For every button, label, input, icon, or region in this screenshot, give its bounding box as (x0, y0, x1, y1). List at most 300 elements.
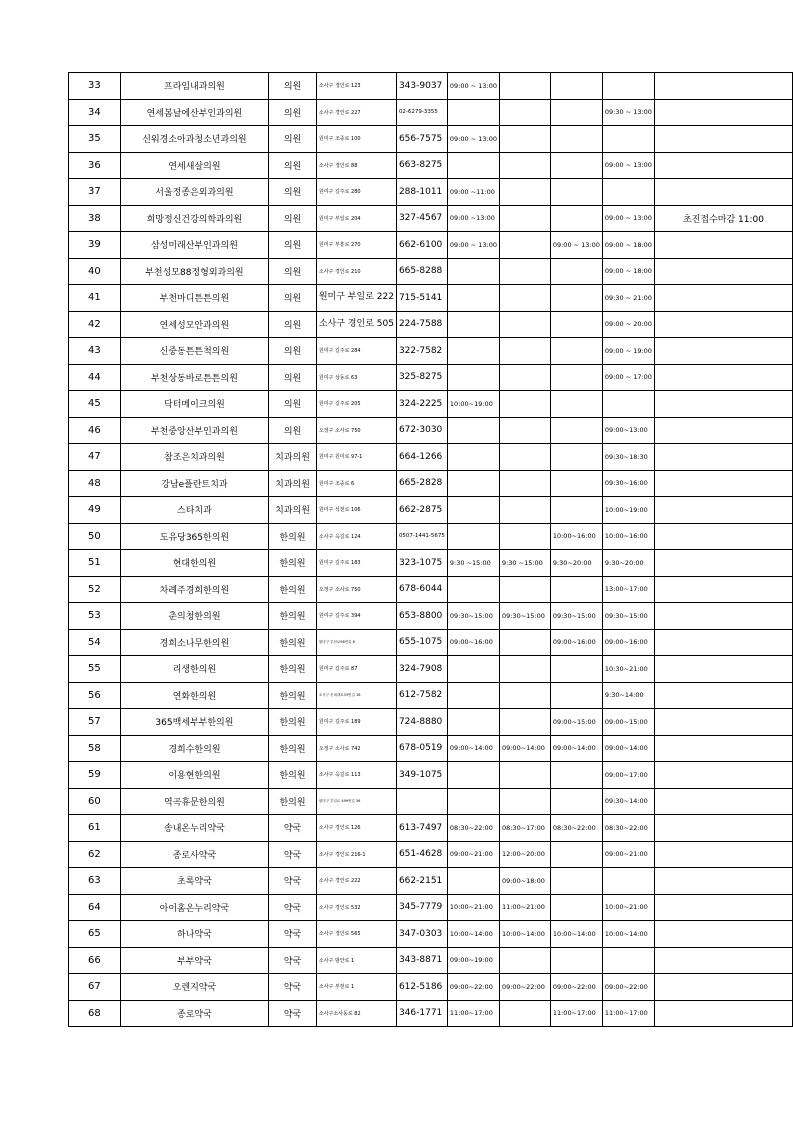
address-cell: 원미구 조종로 6 (316, 470, 396, 497)
facility-type-cell: 약국 (269, 868, 317, 895)
hours-day-4-cell: 09:00 ~ 20:00 (602, 311, 654, 338)
phone-number-cell: 664-1266 (396, 444, 447, 471)
hours-day-3-cell (550, 364, 602, 391)
note-cell (654, 258, 792, 285)
hours-day-4-cell: 09:30~14:00 (602, 788, 654, 815)
facility-name-cell: 부천성모88정형외과의원 (120, 258, 268, 285)
facility-name-cell: 하나약국 (120, 921, 268, 948)
hours-day-1-cell (447, 364, 499, 391)
row-number-cell: 49 (69, 497, 121, 524)
row-number-cell: 62 (69, 841, 121, 868)
hours-day-3-cell (550, 497, 602, 524)
note-cell (654, 974, 792, 1001)
note-cell (654, 391, 792, 418)
facility-type-cell: 한의원 (269, 682, 317, 709)
note-cell (654, 417, 792, 444)
facility-name-cell: 오렌지약국 (120, 974, 268, 1001)
facility-name-cell: 부천상동바로튼튼의원 (120, 364, 268, 391)
phone-number-cell: 343-9037 (396, 73, 447, 100)
facility-type-cell: 의원 (269, 152, 317, 179)
table-row (69, 894, 793, 921)
facility-name-cell: 서울정종은외과의원 (120, 179, 268, 206)
hours-day-3-cell: 09:00~15:00 (550, 709, 602, 736)
row-number-cell: 42 (69, 311, 121, 338)
phone-number-cell: 678-6044 (396, 576, 447, 603)
facility-name-cell: 차례주경희한의원 (120, 576, 268, 603)
hours-day-3-cell (550, 311, 602, 338)
hours-day-2-cell (499, 285, 550, 312)
phone-number-cell: 612-5186 (396, 974, 447, 1001)
table-body (69, 73, 793, 1027)
phone-number-cell: 324-2225 (396, 391, 447, 418)
address-cell: 원미구 길주로 183 (316, 550, 396, 577)
table-row (69, 258, 793, 285)
table-row (69, 99, 793, 126)
note-cell (654, 629, 792, 656)
table-row (69, 550, 793, 577)
hours-day-4-cell: 09:00~16:00 (602, 629, 654, 656)
hours-day-1-cell: 09:00 ~ 13:00 (447, 73, 499, 100)
note-cell (654, 576, 792, 603)
facility-type-cell: 약국 (269, 894, 317, 921)
phone-number-cell: 662-2151 (396, 868, 447, 895)
facility-type-cell: 한의원 (269, 603, 317, 630)
table-row (69, 391, 793, 418)
hours-day-4-cell: 09:30~16:00 (602, 470, 654, 497)
hours-day-2-cell (499, 338, 550, 365)
phone-number-cell: 655-1075 (396, 629, 447, 656)
hours-day-4-cell: 9:30~14:00 (602, 682, 654, 709)
row-number-cell: 55 (69, 656, 121, 683)
address-cell: 원미구 조종로 100 (316, 126, 396, 153)
hours-day-3-cell (550, 391, 602, 418)
phone-number-cell: 665-8288 (396, 258, 447, 285)
hours-day-4-cell (602, 868, 654, 895)
hours-day-4-cell: 10:00~16:00 (602, 523, 654, 550)
phone-number-cell: 662-2875 (396, 497, 447, 524)
facility-name-cell: 초록약국 (120, 868, 268, 895)
address-cell: 소사구 경인로 126 (316, 815, 396, 842)
row-number-cell: 51 (69, 550, 121, 577)
facility-name-cell: 춘의청한의원 (120, 603, 268, 630)
hours-day-1-cell: 09:30~15:00 (447, 603, 499, 630)
table-row (69, 576, 793, 603)
note-cell (654, 285, 792, 312)
hours-day-2-cell (499, 947, 550, 974)
note-cell (654, 444, 792, 471)
hours-day-1-cell: 08:30~22:00 (447, 815, 499, 842)
hours-day-1-cell: 09:00 ~13:00 (447, 205, 499, 232)
hours-day-1-cell: 09:00~21:00 (447, 841, 499, 868)
row-number-cell: 43 (69, 338, 121, 365)
row-number-cell: 64 (69, 894, 121, 921)
hours-day-3-cell (550, 417, 602, 444)
row-number-cell: 34 (69, 99, 121, 126)
hours-day-3-cell: 10:00~16:00 (550, 523, 602, 550)
hours-day-1-cell (447, 417, 499, 444)
hours-day-1-cell (447, 762, 499, 789)
facility-name-cell: 연화한의원 (120, 682, 268, 709)
phone-number-cell: 347-0303 (396, 921, 447, 948)
phone-number-cell: 322-7582 (396, 338, 447, 365)
table-row (69, 232, 793, 259)
note-cell (654, 788, 792, 815)
hours-day-2-cell (499, 629, 550, 656)
hours-day-3-cell: 09:00 ~ 13:00 (550, 232, 602, 259)
table-row (69, 73, 793, 100)
hours-day-1-cell: 09:00 ~ 13:00 (447, 232, 499, 259)
address-cell: 원미구 길주로 205 (316, 391, 396, 418)
address-cell: 원미구 석천로 106 (316, 497, 396, 524)
phone-number-cell: 672-3030 (396, 417, 447, 444)
hours-day-3-cell (550, 762, 602, 789)
phone-number-cell: 345-7779 (396, 894, 447, 921)
hours-day-4-cell: 09:00 ~ 17:00 (602, 364, 654, 391)
hours-day-2-cell (499, 258, 550, 285)
facility-type-cell: 의원 (269, 417, 317, 444)
hours-day-3-cell (550, 841, 602, 868)
hours-day-4-cell: 09:30 ~ 21:00 (602, 285, 654, 312)
hours-day-4-cell: 09:00~17:00 (602, 762, 654, 789)
hours-day-1-cell (447, 152, 499, 179)
row-number-cell: 65 (69, 921, 121, 948)
hours-day-1-cell (447, 311, 499, 338)
hours-day-3-cell: 10:00~14:00 (550, 921, 602, 948)
table-row (69, 947, 793, 974)
hours-day-2-cell (499, 99, 550, 126)
hours-day-2-cell: 11:00~21:00 (499, 894, 550, 921)
facility-type-cell: 치과의원 (269, 470, 317, 497)
hours-day-4-cell: 10:00~14:00 (602, 921, 654, 948)
phone-number-cell: 343-8871 (396, 947, 447, 974)
hours-day-3-cell (550, 947, 602, 974)
note-cell (654, 311, 792, 338)
facility-name-cell: 닥터메이크의원 (120, 391, 268, 418)
row-number-cell: 67 (69, 974, 121, 1001)
phone-number-cell (396, 788, 447, 815)
facility-type-cell: 한의원 (269, 788, 317, 815)
hours-day-1-cell (447, 99, 499, 126)
facility-name-cell: 강남e플란트치과 (120, 470, 268, 497)
hours-day-2-cell (499, 444, 550, 471)
address-cell: 원미구 상동로 63 (316, 364, 396, 391)
hours-day-1-cell (447, 682, 499, 709)
row-number-cell: 45 (69, 391, 121, 418)
row-number-cell: 58 (69, 735, 121, 762)
hours-day-3-cell (550, 788, 602, 815)
facility-type-cell: 의원 (269, 99, 317, 126)
note-cell (654, 470, 792, 497)
table-row (69, 1000, 793, 1027)
address-cell: 소사구 경인로 216-1 (316, 841, 396, 868)
hours-day-2-cell: 12:00~20:00 (499, 841, 550, 868)
facility-name-cell: 연세새살의원 (120, 152, 268, 179)
hours-day-1-cell (447, 656, 499, 683)
address-cell: 원미구 길주로 284 (316, 338, 396, 365)
hours-day-3-cell: 9:30~20:00 (550, 550, 602, 577)
hours-day-4-cell: 10:00~19:00 (602, 497, 654, 524)
row-number-cell: 47 (69, 444, 121, 471)
facility-type-cell: 한의원 (269, 550, 317, 577)
note-cell (654, 523, 792, 550)
hours-day-3-cell (550, 470, 602, 497)
hours-day-2-cell (499, 709, 550, 736)
row-number-cell: 66 (69, 947, 121, 974)
hours-day-4-cell: 9:30~20:00 (602, 550, 654, 577)
hours-day-4-cell: 09:00 ~ 18:00 (602, 258, 654, 285)
phone-number-cell: 324-7908 (396, 656, 447, 683)
facility-type-cell: 한의원 (269, 576, 317, 603)
hours-day-3-cell: 09:00~14:00 (550, 735, 602, 762)
row-number-cell: 57 (69, 709, 121, 736)
phone-number-cell: 662-6100 (396, 232, 447, 259)
facility-name-cell: 연세봄날에산부인과의원 (120, 99, 268, 126)
phone-number-cell: 0507-1441-5675 (396, 523, 447, 550)
hours-day-4-cell: 13:00~17:00 (602, 576, 654, 603)
hours-day-4-cell: 09:30 ~ 13:00 (602, 99, 654, 126)
address-cell: 소사구 경인로 532 (316, 894, 396, 921)
hours-day-4-cell: 11:00~17:00 (602, 1000, 654, 1027)
hours-day-1-cell (447, 868, 499, 895)
phone-number-cell: 327-4567 (396, 205, 447, 232)
hours-day-1-cell (447, 338, 499, 365)
facility-name-cell: 스타치과 (120, 497, 268, 524)
note-cell (654, 762, 792, 789)
hours-day-3-cell: 11:00~17:00 (550, 1000, 602, 1027)
row-number-cell: 36 (69, 152, 121, 179)
address-cell: 오정구 소사로 742 (316, 735, 396, 762)
facility-name-cell: 역곡휴문한의원 (120, 788, 268, 815)
facility-type-cell: 의원 (269, 205, 317, 232)
pharmacy-clinic-table (68, 72, 793, 1027)
address-cell: 오정구 소사로 750 (316, 576, 396, 603)
row-number-cell: 41 (69, 285, 121, 312)
row-number-cell: 52 (69, 576, 121, 603)
facility-name-cell: 연세성모안과의원 (120, 311, 268, 338)
address-cell: 원미구 부일로 499번길 36 (316, 788, 396, 815)
table-row (69, 523, 793, 550)
address-cell: 원미구 부천로98번길 8 (316, 629, 396, 656)
hours-day-2-cell: 08:30~17:00 (499, 815, 550, 842)
row-number-cell: 56 (69, 682, 121, 709)
facility-type-cell: 약국 (269, 815, 317, 842)
hours-day-1-cell (447, 470, 499, 497)
note-cell (654, 603, 792, 630)
address-cell: 원미구 길주로 189 (316, 709, 396, 736)
note-cell (654, 99, 792, 126)
hours-day-2-cell (499, 179, 550, 206)
hours-day-1-cell: 9:30 ~15:00 (447, 550, 499, 577)
address-cell: 소사구 경인로 88 (316, 152, 396, 179)
hours-day-4-cell: 09:30~18:30 (602, 444, 654, 471)
note-cell (654, 179, 792, 206)
phone-number-cell: 613-7497 (396, 815, 447, 842)
hours-day-2-cell (499, 762, 550, 789)
facility-name-cell: 신워경소아과청소년과의원 (120, 126, 268, 153)
facility-type-cell: 의원 (269, 311, 317, 338)
hours-day-3-cell (550, 444, 602, 471)
phone-number-cell: 288-1011 (396, 179, 447, 206)
note-cell (654, 894, 792, 921)
hours-day-1-cell (447, 709, 499, 736)
row-number-cell: 40 (69, 258, 121, 285)
hours-day-1-cell: 09:00~19:00 (447, 947, 499, 974)
hours-day-2-cell (499, 205, 550, 232)
address-cell: 소사구 범안로 1 (316, 947, 396, 974)
hours-day-3-cell (550, 258, 602, 285)
facility-name-cell: 희망정신건강의학과의원 (120, 205, 268, 232)
facility-type-cell: 약국 (269, 921, 317, 948)
hours-day-2-cell (499, 523, 550, 550)
hours-day-3-cell (550, 205, 602, 232)
facility-type-cell: 한의원 (269, 735, 317, 762)
address-cell: 소사구 경인로 565 (316, 921, 396, 948)
row-number-cell: 50 (69, 523, 121, 550)
hours-day-4-cell: 09:30~15:00 (602, 603, 654, 630)
facility-type-cell: 의원 (269, 258, 317, 285)
hours-day-2-cell (499, 73, 550, 100)
hours-day-3-cell (550, 682, 602, 709)
hours-day-1-cell: 10:00~14:00 (447, 921, 499, 948)
hours-day-3-cell (550, 99, 602, 126)
hours-day-2-cell: 09:00~22:00 (499, 974, 550, 1001)
address-cell: 원미구 부흥로 270 (316, 232, 396, 259)
table-row (69, 364, 793, 391)
hours-day-3-cell (550, 338, 602, 365)
facility-name-cell: 송내온누리약국 (120, 815, 268, 842)
address-cell: 원미구 부일로 222 (316, 285, 396, 312)
facility-name-cell: 프라임내과의원 (120, 73, 268, 100)
hours-day-2-cell (499, 682, 550, 709)
facility-type-cell: 약국 (269, 974, 317, 1001)
facility-name-cell: 부천중앙산부인과의원 (120, 417, 268, 444)
facility-type-cell: 의원 (269, 126, 317, 153)
hours-day-3-cell (550, 179, 602, 206)
hours-day-3-cell (550, 73, 602, 100)
hours-day-1-cell (447, 788, 499, 815)
row-number-cell: 44 (69, 364, 121, 391)
hours-day-3-cell: 09:00~16:00 (550, 629, 602, 656)
hours-day-1-cell (447, 285, 499, 312)
hours-day-3-cell (550, 868, 602, 895)
table-row (69, 126, 793, 153)
facility-name-cell: 이용현한의원 (120, 762, 268, 789)
hours-day-2-cell (499, 497, 550, 524)
table-row (69, 152, 793, 179)
row-number-cell: 68 (69, 1000, 121, 1027)
address-cell: 원미구 길주로 87 (316, 656, 396, 683)
table-row (69, 815, 793, 842)
hours-day-4-cell: 09:00 ~ 19:00 (602, 338, 654, 365)
address-cell: 소사구 옥길로 113 (316, 762, 396, 789)
facility-type-cell: 한의원 (269, 629, 317, 656)
hours-day-4-cell: 09:00~15:00 (602, 709, 654, 736)
hours-day-1-cell (447, 497, 499, 524)
hours-day-4-cell: 09:00~22:00 (602, 974, 654, 1001)
hours-day-4-cell: 09:00~14:00 (602, 735, 654, 762)
facility-type-cell: 치과의원 (269, 444, 317, 471)
facility-type-cell: 의원 (269, 73, 317, 100)
address-cell: 소사구소사동로 82 (316, 1000, 396, 1027)
facility-type-cell: 의원 (269, 391, 317, 418)
facility-name-cell: 리생한의원 (120, 656, 268, 683)
hours-day-4-cell: 09:00 ~ 18:00 (602, 232, 654, 259)
table-row (69, 921, 793, 948)
hours-day-4-cell (602, 391, 654, 418)
table-row (69, 205, 793, 232)
hours-day-3-cell (550, 126, 602, 153)
phone-number-cell: 663-8275 (396, 152, 447, 179)
note-cell (654, 152, 792, 179)
address-cell: 오정구 소사로 750 (316, 417, 396, 444)
hours-day-4-cell: 09:00~13:00 (602, 417, 654, 444)
phone-number-cell: 656-7575 (396, 126, 447, 153)
facility-name-cell: 부부약국 (120, 947, 268, 974)
facility-name-cell: 부천마디튼튼의원 (120, 285, 268, 312)
hours-day-4-cell: 09:00~21:00 (602, 841, 654, 868)
address-cell: 소사구 경인로 227 (316, 99, 396, 126)
hours-day-3-cell (550, 285, 602, 312)
note-cell (654, 232, 792, 259)
table-row (69, 974, 793, 1001)
row-number-cell: 54 (69, 629, 121, 656)
address-cell: 소사구 부천로 1 (316, 974, 396, 1001)
hours-day-4-cell (602, 947, 654, 974)
phone-number-cell: 665-2828 (396, 470, 447, 497)
hours-day-1-cell: 09:00~16:00 (447, 629, 499, 656)
note-cell (654, 73, 792, 100)
row-number-cell: 53 (69, 603, 121, 630)
hours-day-2-cell: 09:00~18:00 (499, 868, 550, 895)
facility-type-cell: 약국 (269, 841, 317, 868)
hours-day-2-cell (499, 232, 550, 259)
hours-day-4-cell (602, 126, 654, 153)
facility-type-cell: 한의원 (269, 523, 317, 550)
address-cell: 원미구 원미로 97-1 (316, 444, 396, 471)
facility-name-cell: 365백세부부한의원 (120, 709, 268, 736)
hours-day-3-cell (550, 152, 602, 179)
note-cell (654, 868, 792, 895)
note-cell (654, 550, 792, 577)
note-cell (654, 497, 792, 524)
hours-day-2-cell (499, 470, 550, 497)
phone-number-cell: 678-0519 (396, 735, 447, 762)
row-number-cell: 39 (69, 232, 121, 259)
facility-type-cell: 치과의원 (269, 497, 317, 524)
table-row (69, 417, 793, 444)
hours-day-4-cell (602, 179, 654, 206)
row-number-cell: 38 (69, 205, 121, 232)
table-row (69, 311, 793, 338)
note-cell (654, 682, 792, 709)
row-number-cell: 48 (69, 470, 121, 497)
hours-day-3-cell (550, 576, 602, 603)
facility-name-cell: 참조은치과의원 (120, 444, 268, 471)
facility-name-cell: 도유당365한의원 (120, 523, 268, 550)
row-number-cell: 61 (69, 815, 121, 842)
facility-type-cell: 의원 (269, 179, 317, 206)
table-row (69, 868, 793, 895)
address-cell: 원미구 길주로 394 (316, 603, 396, 630)
hours-day-4-cell (602, 73, 654, 100)
hours-day-2-cell: 09:30~15:00 (499, 603, 550, 630)
address-cell: 소사구 경인로 123 (316, 73, 396, 100)
table-row (69, 629, 793, 656)
address-cell: 원미구 길주로 280 (316, 179, 396, 206)
hours-day-3-cell (550, 656, 602, 683)
table-row (69, 788, 793, 815)
row-number-cell: 46 (69, 417, 121, 444)
